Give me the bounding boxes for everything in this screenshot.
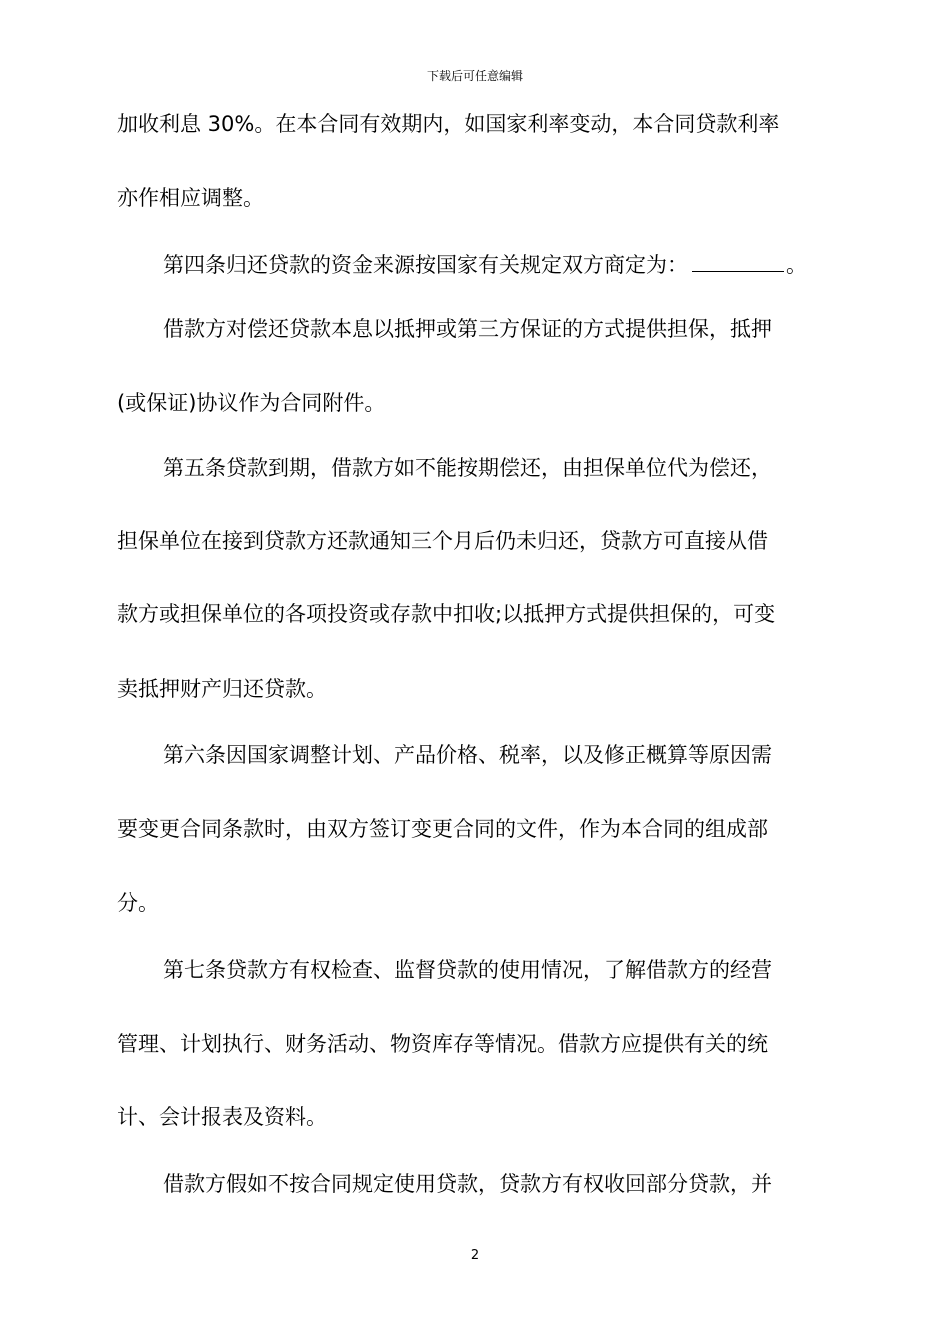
page-header: 下载后可任意编辑 (426, 69, 523, 83)
text-line: 第七条贷款方有权检查、监督贷款的使用情况，了解借款方的经营 (163, 958, 772, 982)
fill-in-blank[interactable] (692, 251, 784, 272)
text-line: 要变更合同条款时，由双方签订变更合同的文件，作为本合同的组成部 (117, 817, 768, 841)
text-line: 亦作相应调整。 (117, 186, 264, 210)
article-4-end: 。 (786, 253, 807, 277)
text-line: 款方或担保单位的各项投资或存款中扣收;以抵押方式提供担保的，可变 (117, 602, 776, 626)
text-line: 担保单位在接到贷款方还款通知三个月后仍未归还，贷款方可直接从借 (117, 529, 768, 553)
article-4-line (163, 251, 807, 279)
page-number: 2 (470, 1248, 480, 1263)
text-line: 卖抵押财产归还贷款。 (117, 677, 327, 701)
text-line: 借款方对偿还贷款本息以抵押或第三方保证的方式提供担保，抵押 (163, 317, 772, 341)
text-line: 分。 (117, 891, 159, 915)
text-line: 计、会计报表及资料。 (117, 1105, 327, 1129)
text-line: 借款方假如不按合同规定使用贷款，贷款方有权收回部分贷款，并 (163, 1172, 772, 1196)
text-line: 第六条因国家调整计划、产品价格、税率，以及修正概算等原因需 (163, 743, 772, 767)
article-4-text: 第四条归还贷款的资金来源按国家有关规定双方商定为： (163, 253, 688, 277)
text-line: 管理、计划执行、财务活动、物资库存等情况。借款方应提供有关的统 (117, 1032, 768, 1056)
text-line: (或保证)协议作为合同附件。 (117, 391, 386, 415)
text-line: 第五条贷款到期，借款方如不能按期偿还，由担保单位代为偿还， (163, 456, 772, 480)
text-line: 加收利息 30%。在本合同有效期内，如国家利率变动，本合同贷款利率 (117, 112, 780, 136)
